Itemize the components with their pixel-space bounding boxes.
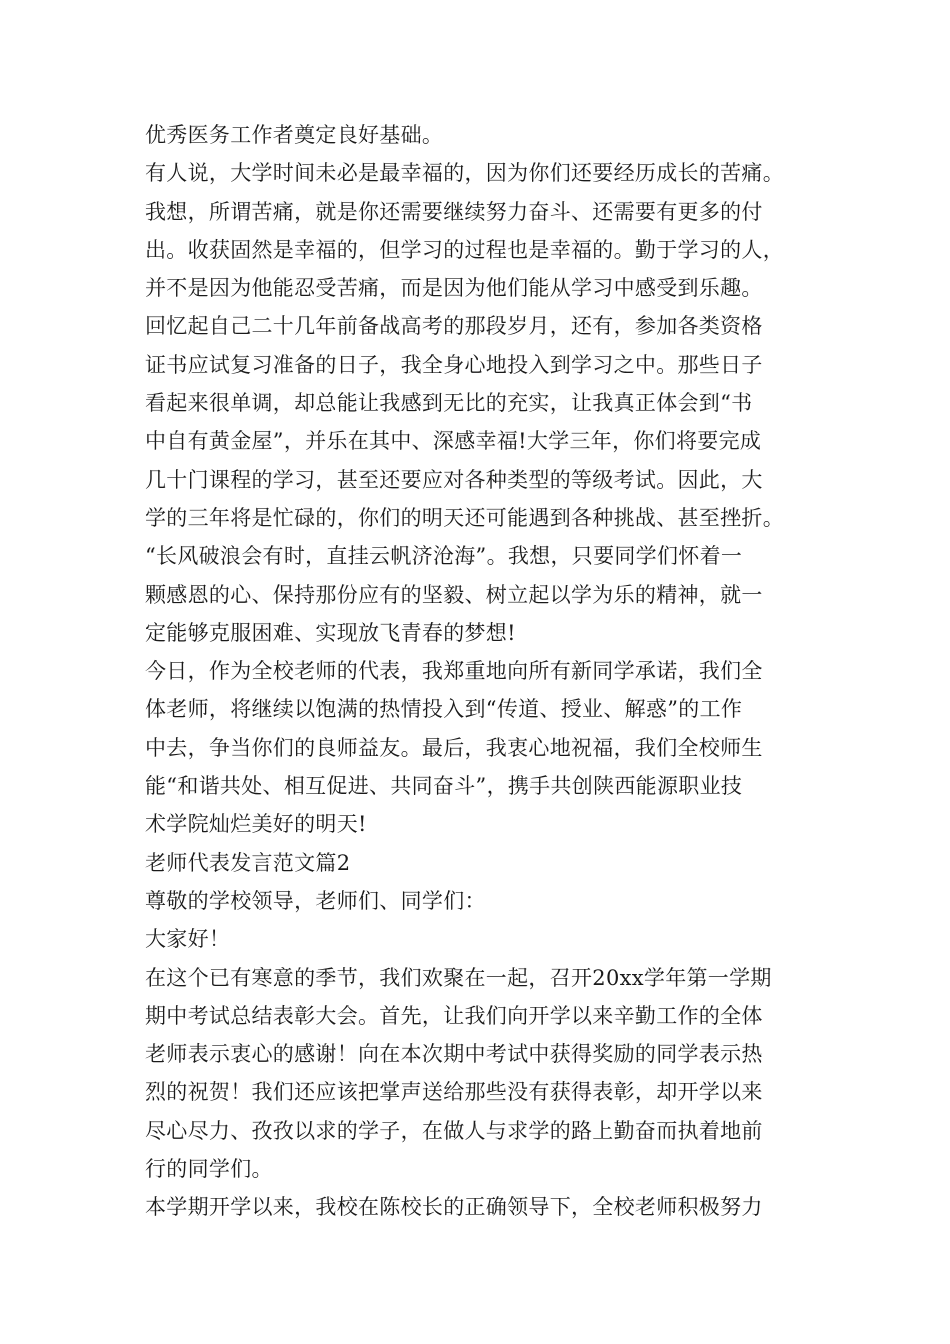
text-line: 本学期开学以来，我校在陈校长的正确领导下，全校老师积极努力 bbox=[145, 1195, 763, 1220]
text-line: 看起来很单调，却总能让我感到无比的充实，让我真正体会到“书 bbox=[145, 391, 753, 416]
text-line: 回忆起自己二十几年前备战高考的那段岁月，还有，参加各类资格 bbox=[145, 314, 763, 339]
greeting: 大家好！ bbox=[145, 927, 231, 952]
text-line: 期中考试总结表彰大会。首先，让我们向开学以来辛勤工作的全体 bbox=[145, 1003, 763, 1028]
text-line: 学的三年将是忙碌的，你们的明天还可能遇到各种挑战、甚至挫折。 bbox=[145, 505, 784, 530]
text-line: 定能够克服困难、实现放飞青春的梦想! bbox=[145, 620, 516, 645]
text-line: 在这个已有寒意的季节，我们欢聚在一起，召开20xx学年第一学期 bbox=[145, 965, 772, 990]
text-line: 今日，作为全校老师的代表，我郑重地向所有新同学承诺，我们全 bbox=[145, 659, 763, 684]
text-line: 并不是因为他能忍受苦痛，而是因为他们能从学习中感受到乐趣。 bbox=[145, 276, 763, 301]
salutation: 尊敬的学校领导，老师们、同学们： bbox=[145, 888, 486, 913]
text-line: 能“和谐共处、相互促进、共同奋斗”，携手共创陕西能源职业技 bbox=[145, 774, 743, 799]
text-line: 中自有黄金屋”，并乐在其中、深感幸福!大学三年，你们将要完成 bbox=[145, 429, 762, 454]
text-line: 出。收获固然是幸福的，但学习的过程也是幸福的。勤于学习的人， bbox=[145, 237, 784, 262]
text-line: 老师表示衷心的感谢！向在本次期中考试中获得奖励的同学表示热 bbox=[145, 1042, 763, 1067]
text-line: 体老师，将继续以饱满的热情投入到“传道、授业、解惑”的工作 bbox=[145, 697, 743, 722]
text-line: 术学院灿烂美好的明天! bbox=[145, 812, 367, 837]
text-line: 尽心尽力、孜孜以求的学子，在做人与求学的路上勤奋而执着地前 bbox=[145, 1118, 763, 1143]
text-line: 我想，所谓苦痛，就是你还需要继续努力奋斗、还需要有更多的付 bbox=[145, 199, 763, 224]
text-line: 烈的祝贺！我们还应该把掌声送给那些没有获得表彰，却开学以来 bbox=[145, 1080, 763, 1105]
text-line: 证书应试复习准备的日子，我全身心地投入到学习之中。那些日子 bbox=[145, 352, 763, 377]
document-body bbox=[145, 116, 835, 1227]
text-line: 优秀医务工作者奠定良好基础。 bbox=[145, 123, 444, 147]
text-line: “长风破浪会有时，直挂云帆济沧海”。我想，只要同学们怀着一 bbox=[145, 544, 743, 569]
text-line: 有人说，大学时间未必是最幸福的，因为你们还要经历成长的苦痛。 bbox=[145, 161, 784, 186]
text-line: 中去，争当你们的良师益友。最后，我衷心地祝福，我们全校师生 bbox=[145, 735, 763, 760]
text-line: 几十门课程的学习，甚至还要应对各种类型的等级考试。因此，大 bbox=[145, 467, 763, 492]
text-line: 行的同学们。 bbox=[145, 1157, 273, 1182]
section-heading: 老师代表发言范文篇2 bbox=[145, 850, 351, 875]
text-line: 颗感恩的心、保持那份应有的坚毅、树立起以学为乐的精神，就一 bbox=[145, 582, 763, 607]
